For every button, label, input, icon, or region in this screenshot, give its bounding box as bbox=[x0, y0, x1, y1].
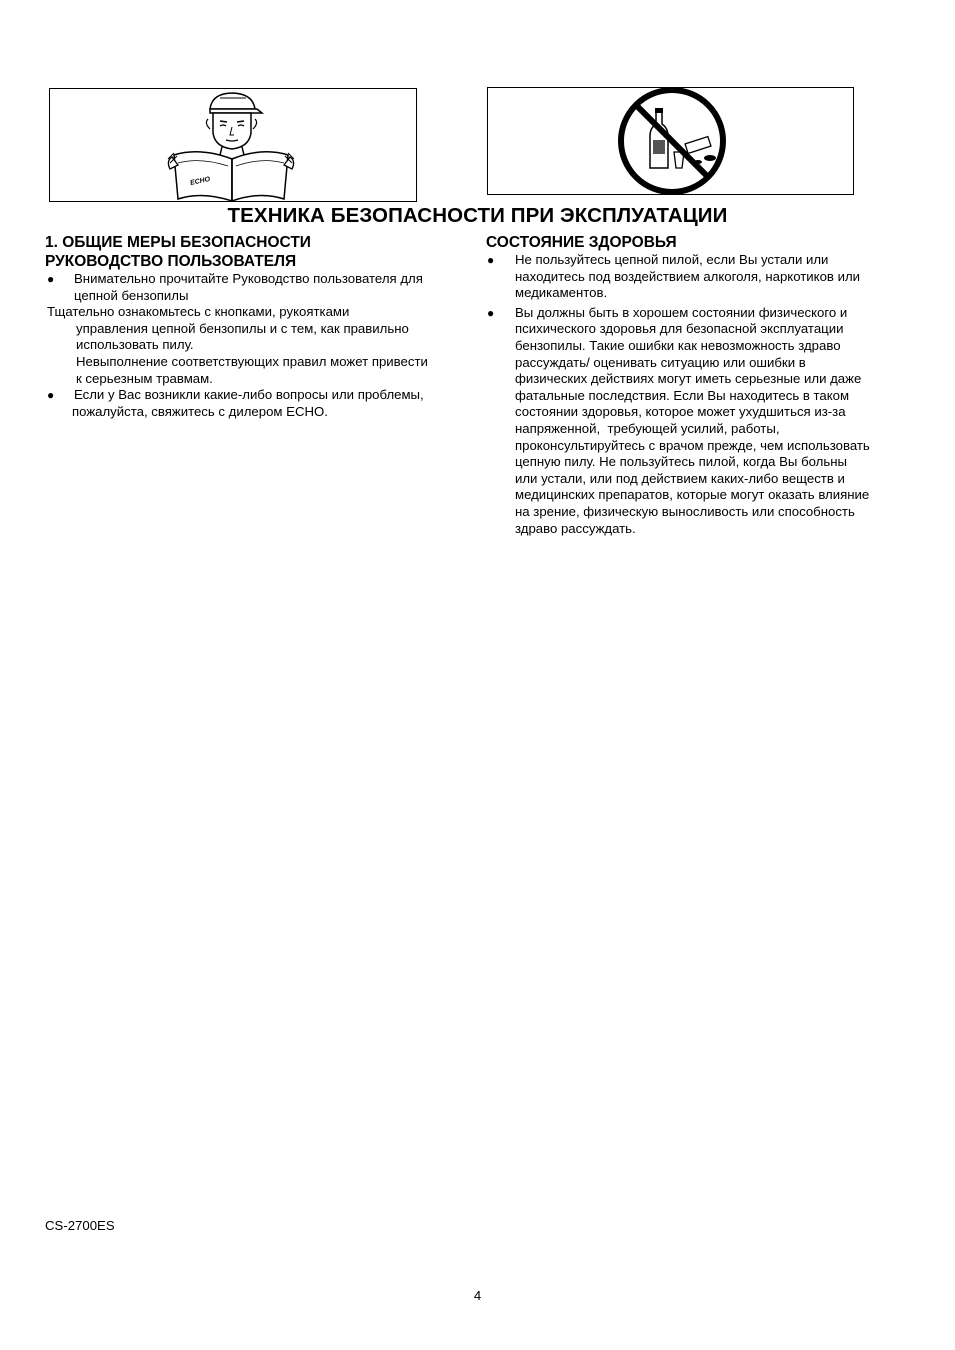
list-item: ● Вы должны быть в хорошем состоянии физического и психического здоровья для безопасной эксплуатации бензопилы. Такие ошибки как невозможность здраво рассуждать/ оценивать ситуацию или ошибки в физических действиях могут иметь серьезные или даже фатальные последствия. Если Вы находитесь в таком состоянии здоровья, которое может ухудшиться из-за напряженной, требующей усилий, работы, проконсультируйтесь с врачом прежде, чем использовать цепную пилу. Не пользуйтесь пилой, когда Вы больны или устали, или под действием каких-либо веществ и медицинских препаратов, которые могут оказать влияние на зрение, физическую выносливость или способность здраво рассуждать. bbox=[487, 304, 870, 536]
subsection-heading: РУКОВОДСТВО ПОЛЬЗОВАТЕЛЯ bbox=[45, 253, 297, 270]
svg-text:ECHO: ECHO bbox=[189, 175, 211, 187]
list-item: ● Не пользуйтесь цепной пилой, если Вы устали или находитесь под воздействием алкоголя, наркотиков или медикаментов. bbox=[487, 252, 861, 301]
bullet-icon: ● bbox=[47, 388, 55, 403]
no-alcohol-figure bbox=[487, 87, 854, 195]
bullet-list bbox=[486, 252, 911, 537]
left-column bbox=[45, 233, 470, 420]
bullet-icon: ● bbox=[487, 253, 495, 267]
page-title: ТЕХНИКА БЕЗОПАСНОСТИ ПРИ ЭКСПЛУАТАЦИИ bbox=[227, 204, 728, 227]
no-alcohol-drugs-icon bbox=[488, 88, 855, 196]
reading-manual-figure bbox=[49, 88, 417, 202]
man-reading-manual-icon bbox=[50, 89, 418, 203]
bullet-icon: ● bbox=[487, 305, 495, 320]
bullet-list bbox=[45, 271, 470, 420]
section-heading: 1. ОБЩИЕ МЕРЫ БЕЗОПАСНОСТИ bbox=[45, 234, 311, 251]
bullet-icon: ● bbox=[47, 272, 55, 286]
right-column bbox=[486, 233, 911, 537]
section-heading-health: СОСТОЯНИЕ ЗДОРОВЬЯ bbox=[486, 234, 677, 251]
list-item: ● Если у Вас возникли какие-либо вопросы или проблемы, пожалуйста, свяжитесь с дилером ECHO. bbox=[47, 387, 424, 419]
page-number: 4 bbox=[473, 1288, 482, 1303]
list-item: ● Внимательно прочитайте Руководство пользователя для цепной бензопилы Тщательно ознакомьтесь с кнопками, рукоятками управления цепной бензопилы и с тем, как правильно использовать пилу. Невыполнение соответствующих правил может привести к серьезным травмам. bbox=[47, 271, 428, 386]
model-code: CS-2700ES bbox=[45, 1218, 115, 1233]
